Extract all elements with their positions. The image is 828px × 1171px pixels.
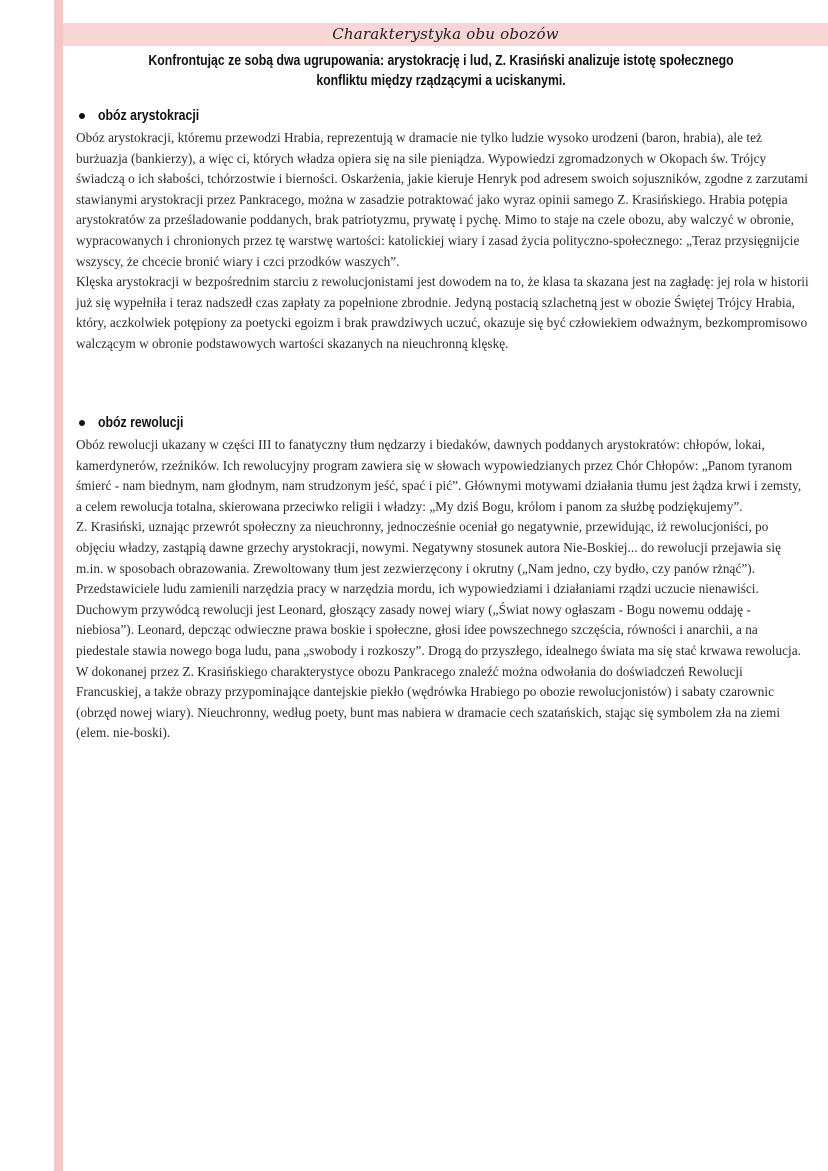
section-revolution [76, 413, 810, 744]
page-title: Charakterystyka obu obozów [332, 25, 559, 43]
section-heading-text: obóz rewolucji [98, 414, 184, 431]
section-aristocracy [76, 106, 810, 355]
paragraph: Klęska arystokracji w bezpośrednim starciu z rewolucjonistami jest dowodem na to, że klasa ta skazana jest na zagładę: jej rola w historii już się wypełniła i teraz nadszedł czas zapłaty za popełnione zbrodnie. Jedyną postacią szlachetną jest w obozie Świętej Trójcy Hrabia, który, aczkolwiek potępiony za poetycki egoizm i brak prawdziwych uczuć, okazuje się być człowiekiem odważnym, bezkompromisowo walczącym w obronie podstawowych wartości skazanych na nieuchronną klęskę. [76, 274, 809, 351]
bullet-icon [79, 113, 85, 119]
section-heading [76, 106, 810, 128]
margin-bar [54, 0, 63, 1171]
section-heading [76, 413, 810, 435]
paragraph: W dokonanej przez Z. Krasińskiego charakterystyce obozu Pankracego znaleźć można odwołania do doświadczeń Rewolucji Francuskiej, a także obrazy przypominające dantejskie piekło (wędrówka Hrabiego po obozie rewolucjonistów) i sabaty czarownic (obrzęd nowej wiary). Nieuchronny, według poety, bunt mas nabiera w dramacie cech szatańskich, stając się symbolem zła na ziemi (elem. nie-boski). [76, 663, 781, 741]
paragraph: Obóz rewolucji ukazany w części III to fanatyczny tłum nędzarzy i biedaków, dawnych poddanych arystokratów: chłopów, lokai, kamerdynerów, rzeźników. Ich rewolucyjny program zawiera się w słowach wypowiedzianych przez Chór Chłopów: „Panom tyranom śmierć - nam biednym, nam głodnym, nam strudzonym jeść, spać i pić”. Głównymi motywami działania tłumu jest żądza krwi i zemsty, a celem rewolucja totalna, skierowana przeciwko religii i władzy: „My dziś Bogu, królom i panom za służbę podziękujemy”. [76, 437, 802, 514]
bullet-icon [79, 420, 85, 426]
paragraph: Z. Krasiński, uznając przewrót społeczny za nieuchronny, jednocześnie oceniał go negatywnie, przewidując, iż rewolucjoniści, po objęciu władzy, zastąpią dawne grzechy arystokracji, nowymi. Negatywny stosunek autora Nie-Boskiej... do rewolucji przejawia się m.in. w sposobach obrazowania. Zrewoltowany tłum jest zezwierzęcony i okrutny („Nam jedno, czy bydło, czy panów rżnąć”). Przedstawiciele ludu zamienili narzędzia pracy w narzędzia mordu, ich wypowiedziami i działaniami rządzi uczucie nienawiści. Duchowym przywódcą rewolucji jest Leonard, głoszący zasady nowej wiary („Świat nowy ogłaszam - Bogu nowemu oddaję - niebiosa”). Leonard, depcząc odwieczne prawa boskie i społeczne, głosi idee powszechnego szczęścia, równości i anarchii, a na piedestale stawia nowego boga ludu, pana „swobody i rozkoszy”. Drogą do przyszłego, idealnego świata ma się stać krwawa rewolucja. [76, 519, 801, 658]
section-heading-text: obóz arystokracji [98, 107, 200, 124]
paragraph: Obóz arystokracji, któremu przewodzi Hrabia, reprezentują w dramacie nie tylko ludzie wysoko urodzeni (baron, hrabia), ale też burżuazja (bankierzy), a więc ci, których władza opiera się na sile pieniądza. Wypowiedzi zgromadzonych w Okopach św. Trójcy świadczą o ich słabości, tchórzostwie i bierności. Oskarżenia, jakie kieruje Henryk pod adresem swoich sojuszników, zgodne z zarzutami stawianymi arystokracji przez Pankracego, można w zasadzie potraktować jako wyraz opinii samego Z. Krasińskiego. Hrabia potępia arystokratów za prześladowanie poddanych, brak patriotyzmu, prywatę i pychę. Mimo to staje na czele obozu, aby walczyć w obronie, wypracowanych i chronionych przez tę warstwę wartości: katolickiej wiary i zasad życia polityczno-społecznego: „Teraz przysięgnijcie wszyscy, że chcecie bronić wiary i czci przodków waszych”. [76, 130, 809, 269]
lead-paragraph: Konfrontując ze sobą dwa ugrupowania: arystokrację i lud, Z. Krasiński analizuje istotę społecznego konfliktu między rządzącymi a uciskanymi. [148, 53, 734, 89]
